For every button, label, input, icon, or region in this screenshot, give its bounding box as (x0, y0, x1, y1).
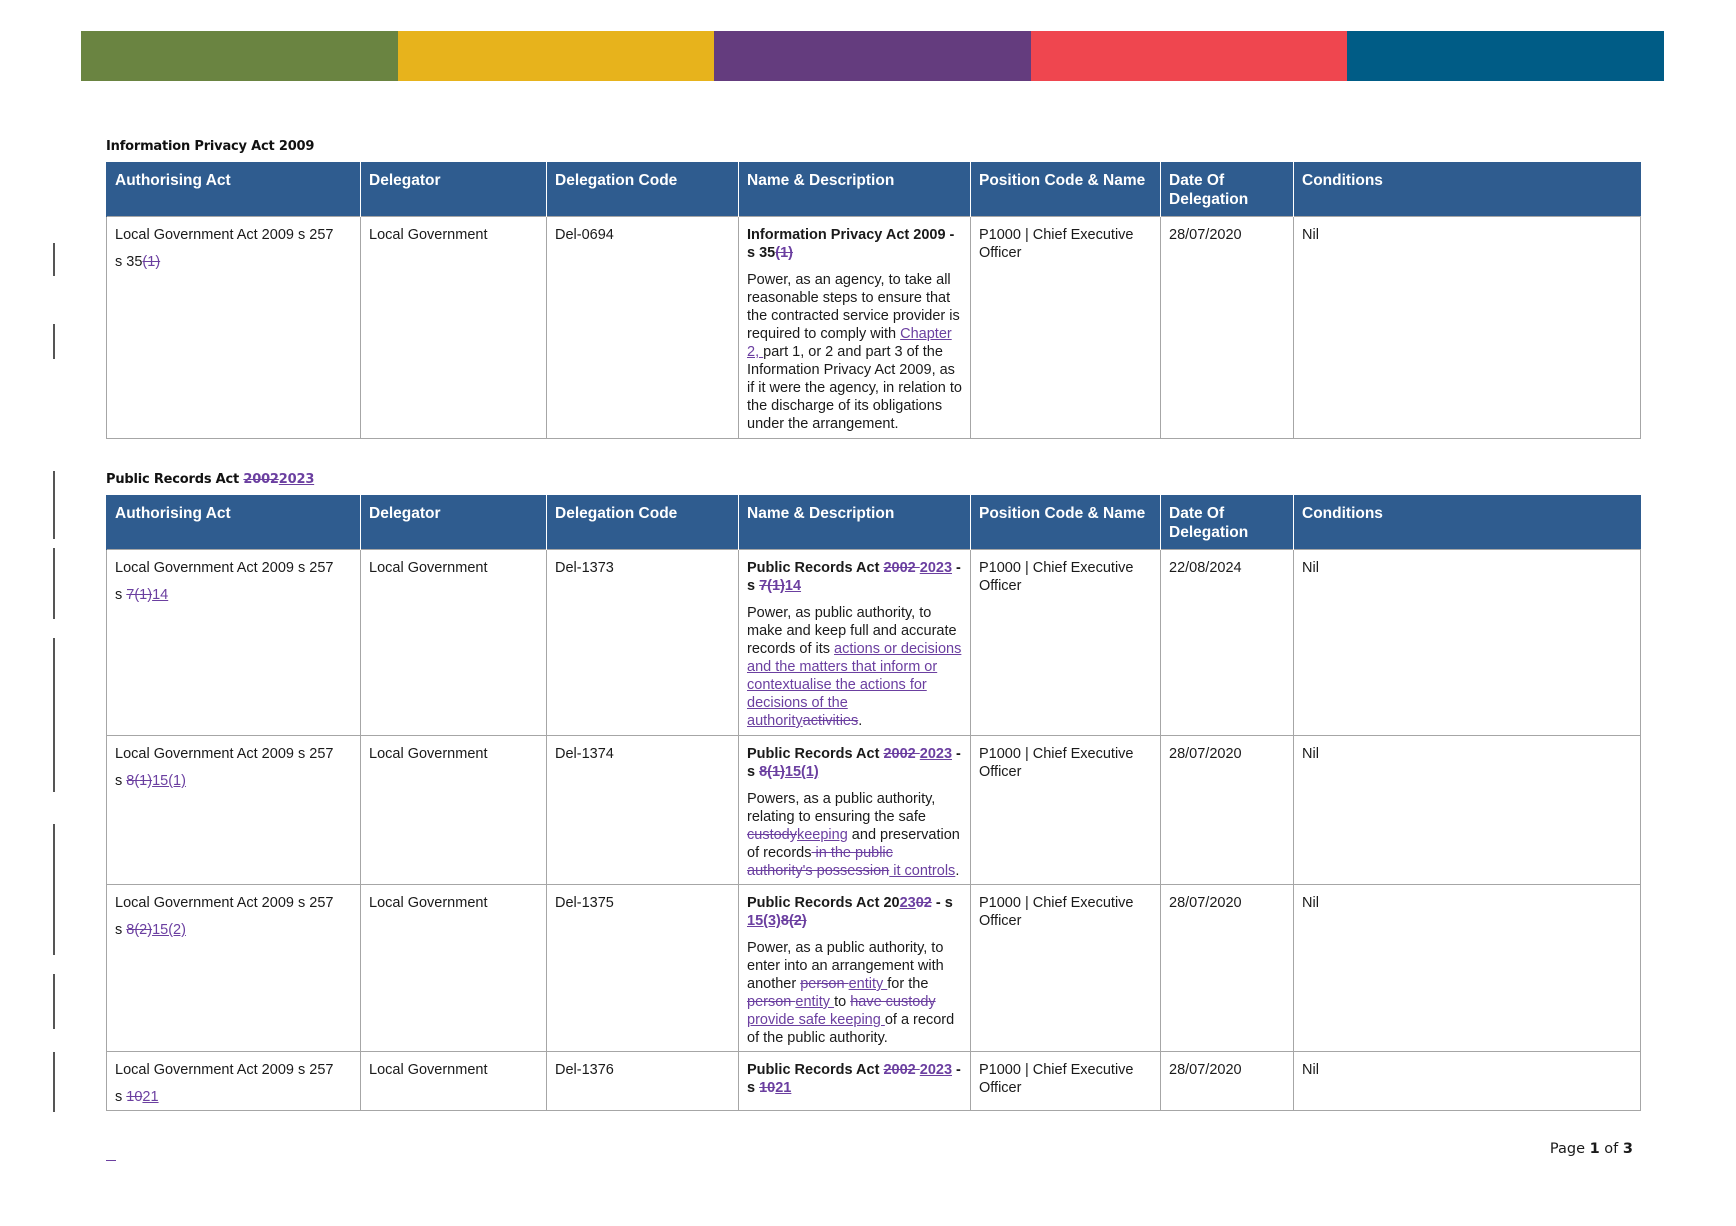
desc-text: . (858, 713, 863, 729)
header-delegator: Delegator (361, 162, 547, 217)
table-row (107, 1052, 1641, 1111)
title-text: - s (747, 1062, 961, 1096)
title-text: - s (747, 560, 961, 594)
cell-authorising-act (107, 1052, 361, 1111)
header-delegator: Delegator (361, 495, 547, 550)
cell-name-description (739, 736, 971, 885)
act-text: Local Government Act 2009 s 257 (115, 227, 334, 243)
delegation-description (747, 790, 962, 880)
act-text: Local Government Act 2009 s 257 (115, 895, 334, 911)
header-date (1161, 495, 1294, 550)
deleted-text: in the public authority's possession (747, 845, 893, 879)
deleted-text: 8(2) (126, 922, 153, 938)
cell-date: 28/07/2020 (1161, 885, 1294, 1052)
cell-delegator: Local Government (361, 1052, 547, 1111)
deleted-text: (2) (788, 913, 807, 929)
cell-authorising-act (107, 736, 361, 885)
band-purple (714, 31, 1031, 81)
delegation-title (747, 894, 962, 930)
cell-delegator: Local Government (361, 736, 547, 885)
cell-position: P1000 | Chief Executive Officer (971, 1052, 1161, 1111)
deleted-text: 7(1) (126, 587, 153, 603)
cell-position: P1000 | Chief Executive Officer (971, 885, 1161, 1052)
change-bar (53, 243, 55, 276)
cell-name-description (739, 885, 971, 1052)
desc-text: to (834, 994, 851, 1010)
desc-text: for the (887, 976, 929, 992)
cell-name-description (739, 1052, 971, 1111)
deleted-text: person (747, 994, 796, 1010)
table-header-row (107, 162, 1641, 217)
table-header-row (107, 495, 1641, 550)
header-name-description: Name & Description (739, 162, 971, 217)
band-green (81, 31, 398, 81)
change-bar (53, 324, 55, 359)
inserted-text: 2023 (919, 1062, 953, 1078)
act-section (115, 1088, 352, 1106)
deleted-text: activities (802, 713, 859, 729)
inserted-text: 14 (784, 578, 802, 594)
header-conditions: Conditions (1294, 162, 1641, 217)
cell-delegator: Local Government (361, 550, 547, 736)
inserted-text: 15(1) (152, 773, 186, 789)
deleted-text: 2002 (243, 472, 279, 487)
desc-text: . (955, 863, 960, 879)
inserted-text: 21 (775, 1080, 792, 1096)
inserted-text: 2023 (919, 746, 953, 762)
inserted-text: 2023 (919, 560, 953, 576)
title-text: Information Privacy Act 2009 - s 35 (747, 227, 955, 261)
inserted-text: keeping (796, 827, 848, 843)
header-position: Position Code & Name (971, 162, 1161, 217)
desc-text: and preservation of records (747, 827, 960, 861)
table-row (107, 885, 1641, 1052)
cell-authorising-act (107, 550, 361, 736)
deleted-text: 10 (126, 1089, 143, 1105)
header-date-line1: Date Of (1169, 172, 1225, 189)
deleted-text: 8(1) (759, 764, 785, 780)
inserted-text: 2023 (278, 472, 315, 487)
desc-text: Power, as an agency, to take all reasonable steps to ensure that the contracted service provider is required to comply with (747, 272, 960, 342)
desc-text: Power, as a public authority, to enter into an arrangement with another (747, 940, 944, 992)
deleted-text: (1) (775, 245, 793, 261)
page-of-label: of (1599, 1141, 1623, 1157)
band-blue (1347, 31, 1664, 81)
section-title-public-records (106, 472, 314, 487)
header-authorising-act: Authorising Act (107, 495, 361, 550)
cell-position: P1000 | Chief Executive Officer (971, 736, 1161, 885)
inserted-text: Chapter 2, (747, 326, 952, 360)
act-section-text: s 35 (115, 254, 143, 270)
act-section-text: s (115, 922, 127, 938)
delegation-title (747, 226, 962, 262)
desc-text: Powers, as a public authority, relating to ensuring the safe (747, 791, 936, 825)
cell-date: 28/07/2020 (1161, 736, 1294, 885)
inserted-text: 15(1) (784, 764, 819, 780)
cell-position: P1000 | Chief Executive Officer (971, 550, 1161, 736)
inserted-text: 23 (899, 895, 916, 911)
deleted-text: 7(1) (759, 578, 785, 594)
cell-date: 28/07/2020 (1161, 217, 1294, 439)
section-title-text: Public Records Act (106, 472, 244, 487)
table-row (107, 550, 1641, 736)
title-text: Public Records Act (747, 746, 884, 762)
header-date-line2: Delegation (1169, 524, 1249, 541)
cell-delegation-code: Del-1374 (547, 736, 739, 885)
act-text: Local Government Act 2009 s 257 (115, 746, 334, 762)
cell-conditions: Nil (1294, 885, 1641, 1052)
change-bar (53, 548, 55, 619)
deleted-text: 2002 (883, 1062, 920, 1078)
footer-revision-mark (106, 1144, 116, 1161)
cell-delegation-code: Del-1375 (547, 885, 739, 1052)
inserted-text: 15(3) (747, 913, 781, 929)
header-name-description: Name & Description (739, 495, 971, 550)
page-label: Page (1549, 1141, 1590, 1157)
inserted-text: 21 (142, 1089, 159, 1105)
page-current: 1 (1589, 1141, 1600, 1157)
deleted-text: (1) (142, 254, 161, 270)
header-date-line1: Date Of (1169, 505, 1225, 522)
table-row (107, 217, 1641, 439)
act-section-text: s (115, 773, 127, 789)
deleted-text: 8 (780, 913, 789, 929)
band-red (1031, 31, 1348, 81)
cell-conditions: Nil (1294, 217, 1641, 439)
inserted-text: entity (848, 976, 888, 992)
inserted-text: entity (795, 994, 835, 1010)
act-text: Local Government Act 2009 s 257 (115, 1062, 334, 1078)
deleted-text: 02 (915, 895, 932, 911)
change-bar (53, 824, 55, 955)
table-row (107, 736, 1641, 885)
title-text: Public Records Act 20 (747, 895, 900, 911)
deleted-text: 10 (759, 1080, 776, 1096)
desc-text: Power, as public authority, to make and keep full and accurate records of its (747, 605, 957, 657)
delegation-description (747, 604, 962, 730)
cell-date: 22/08/2024 (1161, 550, 1294, 736)
inserted-text: provide safe keeping (747, 1012, 885, 1028)
act-section (115, 586, 352, 604)
cell-delegator: Local Government (361, 217, 547, 439)
cell-authorising-act (107, 217, 361, 439)
page-number (1550, 1141, 1633, 1157)
cell-conditions: Nil (1294, 550, 1641, 736)
act-section (115, 772, 352, 790)
public-records-table (106, 495, 1641, 1111)
cell-name-description (739, 217, 971, 439)
delegation-description (747, 939, 962, 1047)
cell-date: 28/07/2020 (1161, 1052, 1294, 1111)
header-conditions: Conditions (1294, 495, 1641, 550)
header-position: Position Code & Name (971, 495, 1161, 550)
deleted-text: 2002 (883, 560, 920, 576)
cell-name-description (739, 550, 971, 736)
inserted-text: actions or decisions and the matters that inform or contextualise the actions for decisions of the authority (747, 641, 962, 729)
inserted-text: 15(2) (152, 922, 186, 938)
inserted-text: 14 (152, 587, 169, 603)
deleted-text: 8(1) (126, 773, 153, 789)
header-date-line2: Delegation (1169, 191, 1249, 208)
desc-text: of a record of the public authority. (747, 1012, 955, 1046)
act-section-text: s (115, 1089, 127, 1105)
cell-conditions: Nil (1294, 736, 1641, 885)
delegation-title (747, 1061, 962, 1097)
cell-conditions: Nil (1294, 1052, 1641, 1111)
title-text: - s (747, 746, 961, 780)
header-delegation-code: Delegation Code (547, 162, 739, 217)
cell-delegator: Local Government (361, 885, 547, 1052)
section-title-text: Information Privacy Act 2009 (106, 139, 315, 154)
delegation-title (747, 559, 962, 595)
delegation-title (747, 745, 962, 781)
section-title-information-privacy (106, 139, 314, 154)
change-bar (53, 1052, 55, 1112)
header-color-band (81, 31, 1664, 81)
change-bar (53, 974, 55, 1029)
deleted-text: custody (747, 827, 797, 843)
deleted-text: 2002 (883, 746, 920, 762)
information-privacy-table (106, 162, 1641, 439)
cell-delegation-code: Del-0694 (547, 217, 739, 439)
title-text: Public Records Act (747, 560, 884, 576)
inserted-text: it controls (889, 863, 956, 879)
delegation-description (747, 271, 962, 433)
cell-authorising-act (107, 885, 361, 1052)
title-text: - s (931, 895, 953, 911)
header-date (1161, 162, 1294, 217)
desc-text: part 1, or 2 and part 3 of the Information Privacy Act 2009, as if it were the agency, in relation to the discharge of its obligations under the arrangement. (747, 344, 962, 432)
change-bar (53, 471, 55, 539)
act-text: Local Government Act 2009 s 257 (115, 560, 334, 576)
deleted-text: have custody (850, 994, 936, 1010)
change-bar (53, 638, 55, 792)
cell-delegation-code: Del-1373 (547, 550, 739, 736)
act-section-text: s (115, 587, 127, 603)
page-total: 3 (1622, 1141, 1633, 1157)
band-yellow (398, 31, 715, 81)
act-section (115, 921, 352, 939)
title-text: Public Records Act (747, 1062, 884, 1078)
header-authorising-act: Authorising Act (107, 162, 361, 217)
cell-delegation-code: Del-1376 (547, 1052, 739, 1111)
deleted-text: person (800, 976, 849, 992)
cell-position: P1000 | Chief Executive Officer (971, 217, 1161, 439)
header-delegation-code: Delegation Code (547, 495, 739, 550)
act-section (115, 253, 352, 271)
